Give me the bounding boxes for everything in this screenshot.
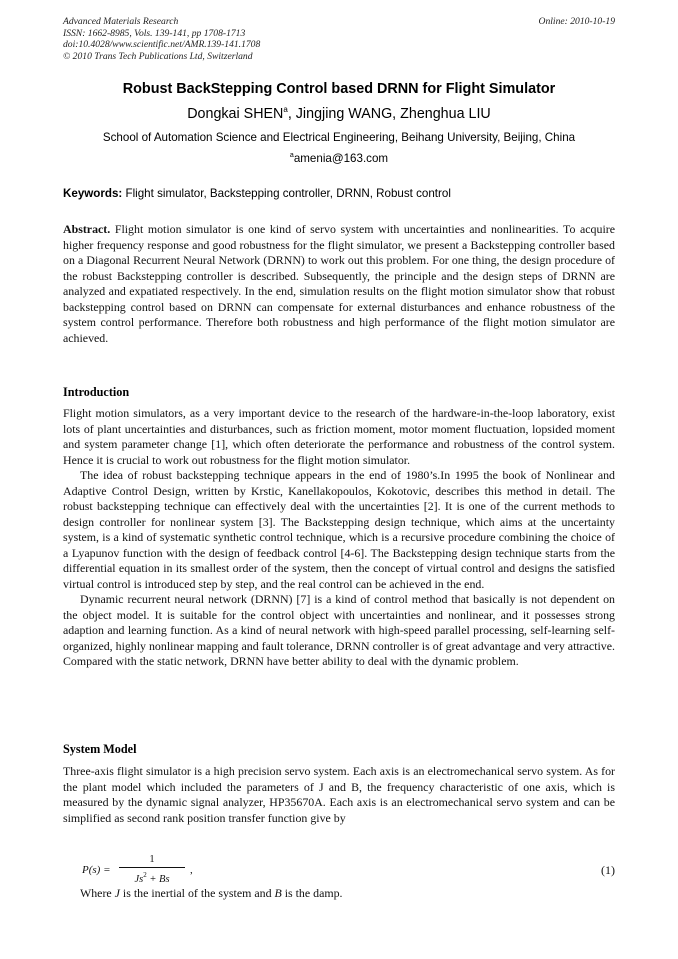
doi-line: doi:10.4028/www.scientific.net/AMR.139-141.1708 (63, 39, 261, 50)
system-model-heading: System Model (63, 742, 137, 756)
denominator-term-b: + Bs (146, 874, 170, 885)
copyright-line: © 2010 Trans Tech Publications Ltd, Switzerland (63, 50, 253, 62)
fraction-bar (119, 867, 185, 868)
author-email (0, 152, 678, 165)
affiliation: School of Automation Science and Electrical Engineering, Beihang University, Beijing, China (102, 131, 576, 144)
denominator-exponent: 2 (143, 871, 147, 879)
keywords (63, 187, 615, 200)
system-model-body (63, 764, 615, 826)
author-affiliation-mark: a (283, 105, 288, 114)
symbol-j: J (114, 886, 120, 900)
abstract-label: Abstract. (63, 222, 111, 236)
keywords-label: Keywords: (63, 187, 123, 200)
abstract (63, 222, 615, 346)
paper-title: Robust BackStepping Control based DRNN for Flight Simulator (122, 81, 556, 97)
journal-header (63, 16, 615, 62)
first-author: Dongkai SHEN (187, 106, 284, 122)
journal-name: Advanced Materials Research (63, 16, 179, 27)
email-mark: a (289, 152, 294, 159)
system-model-paragraph: Three-axis flight simulator is a high precision servo system. Each axis is an electromechanical servo system. As for the plant model which included the parameters of J and B, the frequency characteristic of one axis, which is measured by the dynamic signal analyzer, HP35670A. Each axis is an electromechanical servo system and can be simplified as second rank position transfer function give by (63, 764, 615, 825)
equation-number: (1) (601, 863, 615, 877)
symbol-b: B (274, 886, 282, 900)
keywords-text: Flight simulator, Backstepping controller, DRNN, Robust control (122, 187, 451, 200)
equation-lhs: P(s) = (82, 864, 111, 876)
issn-line: ISSN: 1662-8985, Vols. 139-141, pp 1708-1713 (63, 27, 246, 39)
where-text-1: Where (80, 886, 115, 900)
denominator-term-a: Js (134, 874, 144, 885)
where-text-3: is the damp. (281, 886, 343, 900)
intro-paragraph-1: Flight motion simulators, as a very important device to the research of the hardware-in-the-loop laboratory, exist lots of plant uncertainties and disturbances, such as friction moment, motor moment fluctuation, lopsided moment and system parameter change [1], which often deteriorate the performance and robustness of the control system. Hence it is crucial to work out robustness for the flight motion simulator. (63, 406, 615, 467)
other-authors: , Jingjing WANG, Zhenghua LIU (287, 106, 491, 122)
equation-comma: , (190, 864, 193, 876)
intro-paragraph-3: Dynamic recurrent neural network (DRNN) [7] is a kind of control method that basically is not dependent on the object model. It is suitable for the control object with uncertainties and nonlinear, and it possesses strong adaption and learning function. As a kind of neural network with high-speed parallel processing, self-learning self-organized, highly nonlinear mapping and fault tolerance, DRNN controller is of great advantage and very attractive. Compared with the static network, DRNN have better ability to deal with the dynamic problem. (63, 592, 615, 668)
introduction-body (63, 406, 615, 670)
intro-paragraph-2: The idea of robust backstepping technique appears in the end of 1980’s.In 1995 the book of Nonlinear and Adaptive Control Design, written by Krstic, Kanellakopoulos, Kokotovic, describes this method in detail. The robust backstepping technique can effectively deal with the uncertainties [2]. It is one of the current methods to design controller for nonlinear system [3]. The Backstepping design technique, which aims at the uncertainty system, is a kind of systematic synthetic control technique, which is a recursive procedure combining the choice of a Lyapunov function with the design of feedback control [4-6]. The Backstepping design technique starts from the differential equation in its smallest order of the system, then the concept of virtual control and designs the satisfied virtual control is introduced step by step, and the real control can be achieved in the end. (63, 468, 615, 591)
where-text-2: is the inertial of the system and (119, 886, 275, 900)
introduction-heading: Introduction (63, 385, 130, 399)
equation-fraction (117, 853, 187, 885)
online-date: Online: 2010-10-19 (538, 16, 615, 27)
equation-denominator (117, 869, 187, 885)
abstract-text: Flight motion simulator is one kind of servo system with uncertainties and nonlinearities. To acquire higher frequency response and good robustness for the flight simulator, we present a Backstepping controller based on a Diagonal Recurrent Neural Network (DRNN) to work out this problem. For one thing, the design procedure of the robust Backstepping controller is described. Subsequently, the principle and the design steps of DRNN are analyzed and expatiated respectively. In the end, simulation results on the flight motion simulator show that robust backstepping control based on DRNN can compensate for external disturbances and enhance robustness of the system control performance. Therefore both robustness and high performance of the flight motion simulator are achieved. (63, 222, 615, 345)
email-address: amenia@163.com (293, 152, 389, 165)
author-list (0, 105, 678, 122)
where-clause (80, 886, 343, 901)
equation-numerator: 1 (149, 854, 155, 865)
